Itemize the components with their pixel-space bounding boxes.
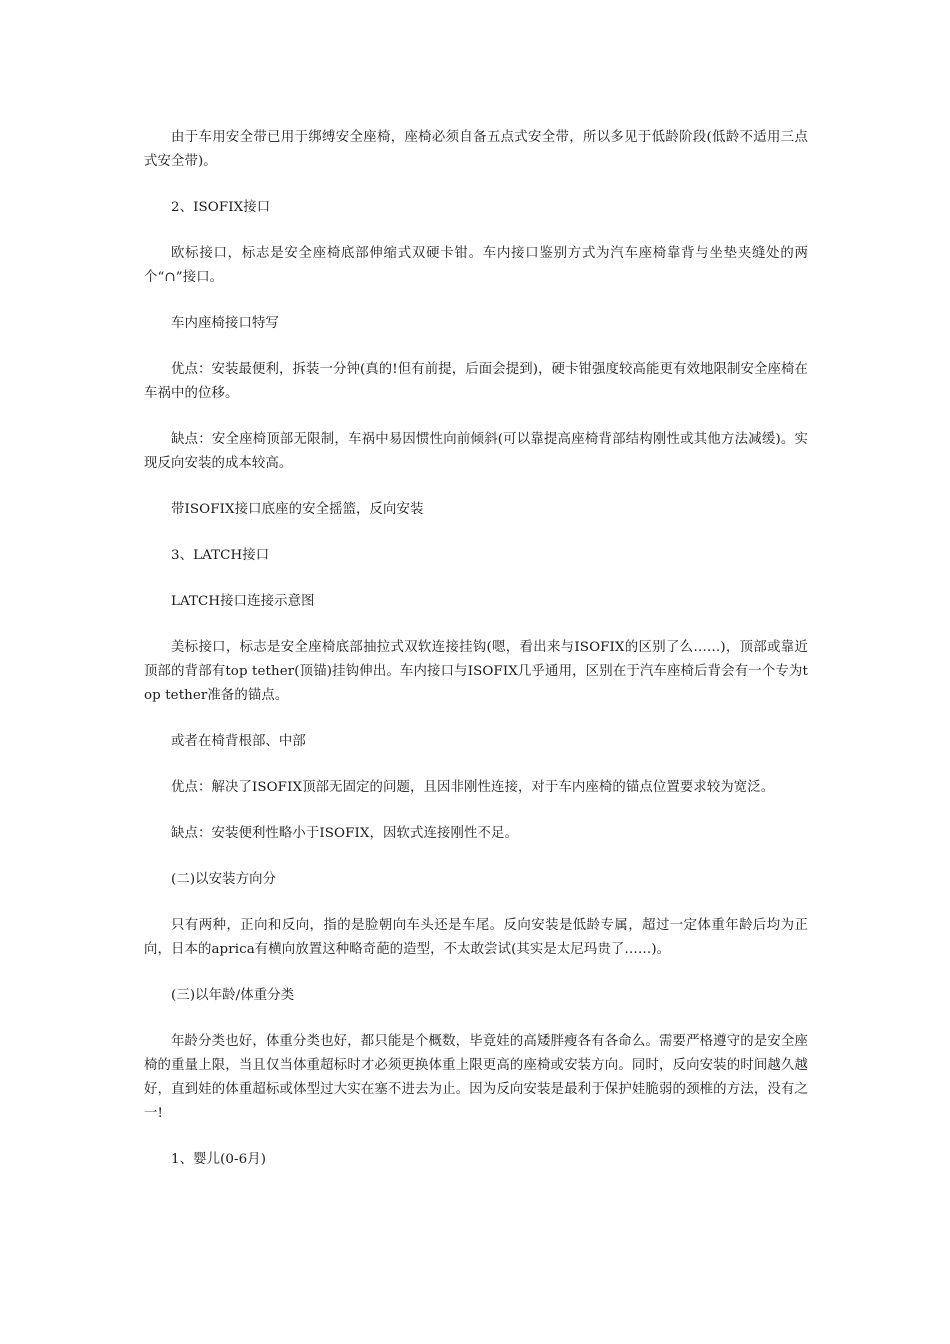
document-body xyxy=(144,126,808,1194)
caption-latch-diagram: LATCH接口连接示意图 xyxy=(171,594,315,609)
caption-isofix-closeup: 车内座椅接口特写 xyxy=(171,316,279,331)
heading-isofix: 2、ISOFIX接口 xyxy=(171,200,271,215)
paragraph-isofix-desc: 欧标接口，标志是安全座椅底部伸缩式双硬卡钳。车内接口鉴别方式为汽车座椅靠背与坐垫夹缝处的两个“∩”接口。 xyxy=(144,246,808,285)
paragraph-latch-pros: 优点：解决了ISOFIX顶部无固定的问题，且因非刚性连接，对于车内座椅的锚点位置要求较为宽泛。 xyxy=(171,780,775,795)
heading-infant: 1、婴儿(0-6月) xyxy=(171,1152,267,1167)
heading-age-weight: (三)以年龄/体重分类 xyxy=(171,988,295,1003)
paragraph-isofix-pros: 优点：安装最便利，拆装一分钟(真的!但有前提，后面会提到)，硬卡钳强度较高能更有效地限制安全座椅在车祸中的位移。 xyxy=(144,362,808,401)
paragraph-latch-desc: 美标接口，标志是安全座椅底部抽拉式双软连接挂钩(嗯，看出来与ISOFIX的区别了么……)，顶部或靠近顶部的背部有top tether(顶锚)挂钩伸出。车内接口与ISOFIX几乎通用，区别在于汽车座椅后背会有一个专为top tether准备的锚点。 xyxy=(144,640,808,703)
paragraph-belt-note: 由于车用安全带已用于绑缚安全座椅，座椅必须自备五点式安全带，所以多见于低龄阶段(低龄不适用三点式安全带)。 xyxy=(144,130,808,169)
paragraph-age-weight-desc: 年龄分类也好，体重分类也好，都只能是个概数，毕竟娃的高矮胖瘦各有各命么。需要严格遵守的是安全座椅的重量上限，当且仅当体重超标时才必须更换体重上限更高的座椅或安装方向。同时，反向安装的时间越久越好，直到娃的体重超标或体型过大实在塞不进去为止。因为反向安装是最利于保护娃脆弱的颈椎的方法，没有之一! xyxy=(144,1034,808,1121)
paragraph-direction-desc: 只有两种，正向和反向，指的是脸朝向车头还是车尾。反向安装是低龄专属，超过一定体重年龄后均为正向，日本的aprica有横向放置这种略奇葩的造型，不太敢尝试(其实是太尼玛贵了……)。 xyxy=(144,918,808,957)
caption-isofix-cradle: 带ISOFIX接口底座的安全摇篮，反向安装 xyxy=(171,502,424,517)
caption-latch-anchor: 或者在椅背根部、中部 xyxy=(171,734,306,749)
paragraph-latch-cons: 缺点：安装便利性略小于ISOFIX，因软式连接刚性不足。 xyxy=(171,826,518,841)
paragraph-isofix-cons: 缺点：安全座椅顶部无限制，车祸中易因惯性向前倾斜(可以靠提高座椅背部结构刚性或其他方法减缓)。实现反向安装的成本较高。 xyxy=(144,432,808,471)
heading-latch: 3、LATCH接口 xyxy=(171,548,270,563)
heading-direction: (二)以安装方向分 xyxy=(171,872,277,887)
